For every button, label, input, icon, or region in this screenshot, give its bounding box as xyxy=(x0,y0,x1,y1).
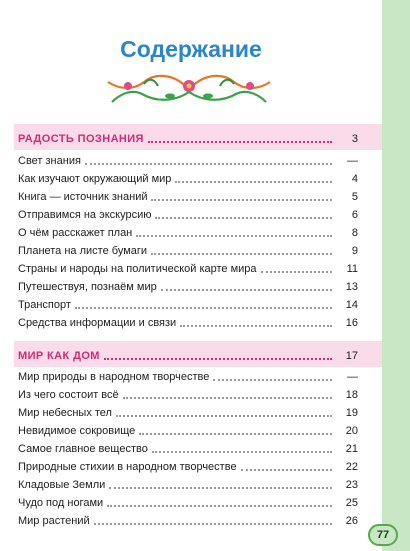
dot-leader xyxy=(139,433,332,435)
page-number: 6 xyxy=(351,209,358,221)
toc-item[interactable] xyxy=(18,186,358,204)
toc-section-heading[interactable] xyxy=(18,345,358,363)
toc-item[interactable] xyxy=(18,492,358,510)
toc-item-label: Путешествуя, познаём мир xyxy=(18,281,157,293)
dot-leader xyxy=(94,523,332,525)
dot-leader xyxy=(152,451,332,453)
page-number: 22 xyxy=(345,461,358,473)
toc-item[interactable] xyxy=(18,276,358,294)
page-number: 8 xyxy=(351,227,358,239)
dot-leader xyxy=(180,325,332,327)
page-number: 16 xyxy=(345,317,358,329)
dot-leader xyxy=(75,307,332,309)
dot-leader xyxy=(155,217,332,219)
toc-item-label: Свет знания xyxy=(18,155,81,167)
toc-item[interactable] xyxy=(18,438,358,456)
page-number: 17 xyxy=(345,350,358,362)
dot-leader xyxy=(104,358,332,360)
toc-item[interactable] xyxy=(18,222,358,240)
section-title: РАДОСТЬ ПОЗНАНИЯ xyxy=(18,133,144,145)
toc-item[interactable] xyxy=(18,168,358,186)
toc-item[interactable] xyxy=(18,510,358,528)
dot-leader xyxy=(148,141,332,143)
page-number: — xyxy=(347,371,358,383)
dot-leader xyxy=(175,181,332,183)
page-number: 26 xyxy=(345,515,358,527)
page-number: 11 xyxy=(346,263,358,275)
toc-item[interactable] xyxy=(18,258,358,276)
toc-item-label: Как изучают окружающий мир xyxy=(18,173,172,185)
toc-item-label: Книга — источник знаний xyxy=(18,191,148,203)
dot-leader xyxy=(161,289,332,291)
page-number-badge: 77 xyxy=(368,524,398,546)
toc-item[interactable] xyxy=(18,420,358,438)
toc-item-label: О чём расскажет план xyxy=(18,227,133,239)
page-number: 3 xyxy=(351,133,358,145)
page-number: 5 xyxy=(351,191,358,203)
toc-item-label: Природные стихии в народном творчестве xyxy=(18,461,237,473)
dot-leader xyxy=(151,199,332,201)
dot-leader xyxy=(151,253,332,255)
toc-item-label: Средства информации и связи xyxy=(18,317,177,329)
side-color-band xyxy=(382,0,410,551)
page-number: 9 xyxy=(351,245,358,257)
toc-item-label: Чудо под ногами xyxy=(18,497,104,509)
dot-leader xyxy=(85,163,332,165)
toc-item-label: Из чего состоит всё xyxy=(18,389,119,401)
dot-leader xyxy=(116,415,332,417)
page-number: 18 xyxy=(345,389,358,401)
toc-item[interactable] xyxy=(18,474,358,492)
toc-item[interactable] xyxy=(18,402,358,420)
dot-leader xyxy=(261,271,332,273)
page-number: 19 xyxy=(345,407,358,419)
toc-item-label: Мир растений xyxy=(18,515,90,527)
page-number: 23 xyxy=(345,479,358,491)
toc-item-label: Невидимое сокровище xyxy=(18,425,136,437)
page-number: 20 xyxy=(345,425,358,437)
toc-item[interactable] xyxy=(18,312,358,330)
toc-item[interactable] xyxy=(18,150,358,168)
toc-item[interactable] xyxy=(18,456,358,474)
toc-item-label: Кладовые Земли xyxy=(18,479,106,491)
page-number: 4 xyxy=(351,173,358,185)
dot-leader xyxy=(241,469,332,471)
dot-leader xyxy=(109,487,332,489)
page-number: 25 xyxy=(345,497,358,509)
toc-item-label: Страны и народы на политической карте мира xyxy=(18,263,257,275)
page-title: Содержание xyxy=(120,36,262,62)
toc-item-label: Планета на листе бумаги xyxy=(18,245,148,257)
toc-item[interactable] xyxy=(18,240,358,258)
toc-item[interactable] xyxy=(18,294,358,312)
toc-item-label: Отправимся на экскурсию xyxy=(18,209,152,221)
toc-item-label: Мир природы в народном творчестве xyxy=(18,371,210,383)
dot-leader xyxy=(213,379,332,381)
toc-item-label: Мир небесных тел xyxy=(18,407,112,419)
page-number: 14 xyxy=(345,299,358,311)
page-number: 13 xyxy=(345,281,358,293)
toc-item-label: Самое главное вещество xyxy=(18,443,148,455)
floral-ornament-icon xyxy=(98,68,280,108)
dot-leader xyxy=(123,397,332,399)
toc-item[interactable] xyxy=(18,366,358,384)
section-title: МИР КАК ДОМ xyxy=(18,350,100,362)
dot-leader xyxy=(107,505,332,507)
page-number: — xyxy=(347,155,358,167)
toc-item[interactable] xyxy=(18,204,358,222)
page-number: 21 xyxy=(345,443,358,455)
toc-item-label: Транспорт xyxy=(18,299,71,311)
toc-section-heading[interactable] xyxy=(18,128,358,146)
toc-item[interactable] xyxy=(18,384,358,402)
dot-leader xyxy=(136,235,332,237)
